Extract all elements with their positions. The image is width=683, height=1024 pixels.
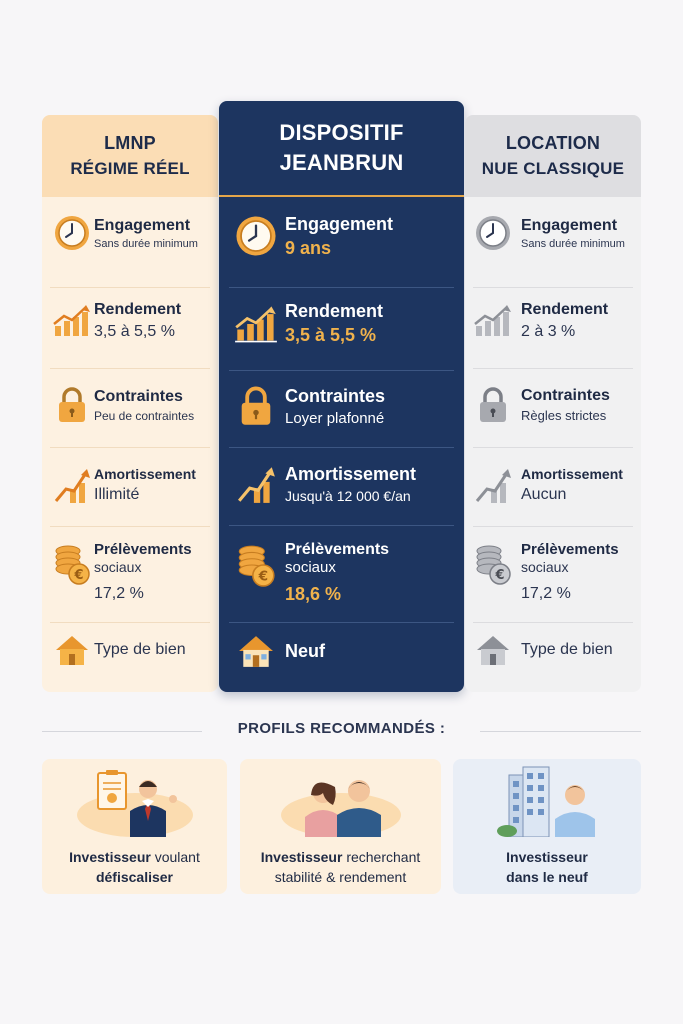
row-label: Amortissement xyxy=(94,466,196,482)
coins-euro-icon xyxy=(471,543,515,585)
row-type-de-bien xyxy=(42,633,218,667)
profile-caption-line2: stabilité & rendement xyxy=(274,869,407,885)
divider xyxy=(50,526,210,527)
row-label: Engagement xyxy=(94,216,191,234)
divider xyxy=(473,447,633,448)
column-subtitle: NUE CLASSIQUE xyxy=(481,159,625,178)
row-label: Engagement xyxy=(285,213,394,234)
clock-icon xyxy=(471,213,515,253)
padlock-icon xyxy=(50,385,94,425)
divider xyxy=(229,525,454,526)
row-prelevements xyxy=(42,541,218,603)
row-contraintes xyxy=(42,385,218,425)
building-investor-illustration xyxy=(453,759,641,837)
column-lmnp xyxy=(42,115,218,692)
profile-card-stabilite xyxy=(240,759,441,894)
row-rendement xyxy=(219,301,464,346)
coins-euro-icon xyxy=(50,543,94,585)
row-label: Prélèvements xyxy=(521,541,619,558)
row-label-line2: sociaux xyxy=(521,559,569,575)
trend-up-icon xyxy=(471,465,515,505)
bar-chart-up-icon xyxy=(50,304,94,338)
svg-text:€: € xyxy=(74,568,84,583)
divider xyxy=(473,526,633,527)
row-label: Rendement xyxy=(285,301,384,321)
column-subtitle: RÉGIME RÉEL xyxy=(70,159,190,178)
row-label: Engagement xyxy=(521,216,618,234)
row-value: 3,5 à 5,5 % xyxy=(94,323,175,340)
row-type-de-bien xyxy=(465,633,641,667)
row-value: 3,5 à 5,5 % xyxy=(285,325,377,345)
row-value: Règles strictes xyxy=(521,408,607,423)
column-lmnp-header xyxy=(42,115,218,197)
svg-text:€: € xyxy=(495,568,505,583)
profile-caption xyxy=(261,847,421,887)
row-amortissement xyxy=(219,463,464,505)
profiles-title: PROFILS RECOMMANDÉS : xyxy=(237,720,446,737)
row-value: Sans durée minimum xyxy=(94,237,198,250)
row-value: Jusqu'à 12 000 €/an xyxy=(285,488,411,504)
profile-card-defiscaliser xyxy=(42,759,227,894)
row-label: Rendement xyxy=(521,301,609,318)
row-label: Contraintes xyxy=(285,385,386,406)
divider xyxy=(50,287,210,288)
row-label: Neuf xyxy=(285,640,325,661)
row-label: Amortissement xyxy=(285,464,417,484)
profile-caption-rest: voulant xyxy=(150,849,200,865)
column-title: LOCATION xyxy=(505,133,601,153)
divider xyxy=(473,368,633,369)
divider xyxy=(229,287,454,288)
couple-illustration xyxy=(240,759,441,837)
profile-card-neuf xyxy=(453,759,641,894)
row-engagement xyxy=(465,213,641,253)
row-label: Contraintes xyxy=(94,387,183,405)
profile-caption xyxy=(69,847,200,887)
clock-icon xyxy=(231,213,281,259)
row-label: Contraintes xyxy=(521,387,610,404)
column-location-nue-header xyxy=(465,115,641,197)
divider xyxy=(473,622,633,623)
row-contraintes xyxy=(465,385,641,425)
divider xyxy=(229,622,454,623)
padlock-icon xyxy=(231,384,281,428)
house-icon xyxy=(471,633,515,667)
row-contraintes xyxy=(219,384,464,428)
row-label-line2: sociaux xyxy=(94,559,142,575)
bar-chart-up-icon xyxy=(231,305,281,343)
row-prelevements xyxy=(465,541,641,603)
divider xyxy=(50,622,210,623)
row-engagement xyxy=(219,213,464,259)
row-label: Rendement xyxy=(94,301,182,318)
row-amortissement xyxy=(42,465,218,505)
investor-clipboard-illustration xyxy=(42,759,227,837)
column-subtitle: JEANBRUN xyxy=(279,150,404,175)
svg-text:€: € xyxy=(258,568,269,585)
row-label-line2: sociaux xyxy=(285,559,336,576)
divider xyxy=(229,447,454,448)
row-engagement xyxy=(42,213,218,253)
row-value: Illimité xyxy=(94,486,140,503)
row-value: Peu de contraintes xyxy=(94,408,195,423)
row-value: Loyer plafonné xyxy=(285,409,385,427)
row-label: Prélèvements xyxy=(94,541,192,558)
divider xyxy=(229,370,454,371)
column-jeanbrun xyxy=(219,101,464,692)
house-icon xyxy=(50,633,94,667)
column-title: LMNP xyxy=(104,133,156,153)
padlock-icon xyxy=(471,385,515,425)
column-location-nue xyxy=(465,115,641,692)
profile-caption-bold: Investisseur xyxy=(506,849,588,865)
row-rendement xyxy=(465,301,641,341)
row-amortissement xyxy=(465,465,641,505)
profile-caption-line2: dans le neuf xyxy=(506,869,588,885)
row-neuf xyxy=(219,633,464,669)
coins-euro-icon xyxy=(231,543,281,587)
row-value: 17,2 % xyxy=(521,585,571,602)
profile-caption-rest: recherchant xyxy=(342,849,421,865)
clock-icon xyxy=(50,213,94,253)
column-jeanbrun-header xyxy=(219,101,464,197)
trend-up-icon xyxy=(231,463,281,505)
trend-up-icon xyxy=(50,465,94,505)
row-value: 2 à 3 % xyxy=(521,323,576,340)
row-value: 9 ans xyxy=(285,237,332,258)
row-value: Aucun xyxy=(521,486,567,503)
row-label: Type de bien xyxy=(94,641,186,658)
house-icon xyxy=(231,633,281,669)
row-value: 17,2 % xyxy=(94,585,144,602)
profile-caption xyxy=(506,847,588,887)
divider xyxy=(50,447,210,448)
row-value: 18,6 % xyxy=(285,584,342,604)
profile-caption-line2: défiscaliser xyxy=(95,869,174,885)
row-label: Amortissement xyxy=(521,466,623,482)
row-value: Sans durée minimum xyxy=(521,237,625,250)
profile-caption-bold: Investisseur xyxy=(69,849,151,865)
row-prelevements xyxy=(219,541,464,605)
row-rendement xyxy=(42,301,218,341)
bar-chart-up-icon xyxy=(471,304,515,338)
profile-caption-bold: Investisseur xyxy=(260,849,343,865)
row-label: Prélèvements xyxy=(285,541,390,558)
divider xyxy=(473,287,633,288)
column-title: DISPOSITIF xyxy=(279,120,404,145)
divider xyxy=(50,368,210,369)
row-label: Type de bien xyxy=(521,641,613,658)
